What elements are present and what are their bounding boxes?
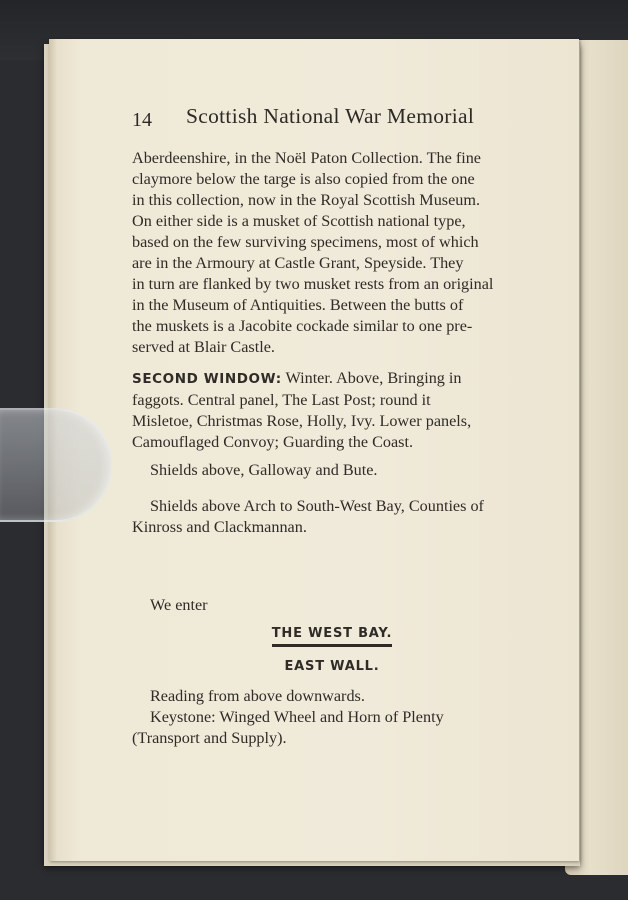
page-clip <box>0 408 112 522</box>
running-head <box>132 104 532 138</box>
second-window-label: SECOND WINDOW: <box>132 371 282 387</box>
paragraph-line: SECOND WINDOW: Winter. Above, Bringing in <box>132 369 462 387</box>
paragraph-line: in turn are flanked by two musket rests from an original <box>132 275 494 293</box>
paragraph-line: faggots. Central panel, The Last Post; round it <box>132 391 431 409</box>
east-wall-heading: EAST WALL. <box>284 659 380 674</box>
paragraph-reading: Reading from above downwards. Keystone: Winged Wheel and Horn of Plenty (Transport and Supply). <box>132 687 444 747</box>
west-bay-heading: THE WEST BAY. <box>132 626 532 647</box>
paragraph-shields-arch: Shields above Arch to South-West Bay, Counties of Kinross and Clackmannan. <box>132 497 484 536</box>
paragraph-second-window <box>132 368 532 453</box>
paragraph-line: are in the Armoury at Castle Grant, Speyside. They <box>132 254 464 272</box>
paragraph-line: in the Museum of Antiquities. Between the butts of <box>132 296 464 314</box>
we-enter-text: We enter <box>150 596 208 614</box>
page-number: 14 <box>132 109 152 131</box>
paragraph-shields-galloway: Shields above, Galloway and Bute. <box>150 461 378 479</box>
running-title: Scottish National War Memorial <box>186 104 475 128</box>
paragraph-line: claymore below the targe is also copied from the one <box>132 170 475 188</box>
paragraph-noel-paton <box>132 148 532 358</box>
paragraph-line: Misletoe, Christmas Rose, Holly, Ivy. Lower panels, <box>132 412 472 430</box>
paragraph-line: Camouflaged Convoy; Guarding the Coast. <box>132 433 413 451</box>
paragraph-line: served at Blair Castle. <box>132 338 275 356</box>
paragraph-line: based on the few surviving specimens, most of which <box>132 233 479 251</box>
paragraph-line: Aberdeenshire, in the Noël Paton Collection. The fine <box>132 149 481 167</box>
paragraph-line: the muskets is a Jacobite cockade similar to one pre- <box>132 317 473 335</box>
paragraph-line: in this collection, now in the Royal Scottish Museum. <box>132 191 481 209</box>
paragraph-line: On either side is a musket of Scottish national type, <box>132 212 466 230</box>
